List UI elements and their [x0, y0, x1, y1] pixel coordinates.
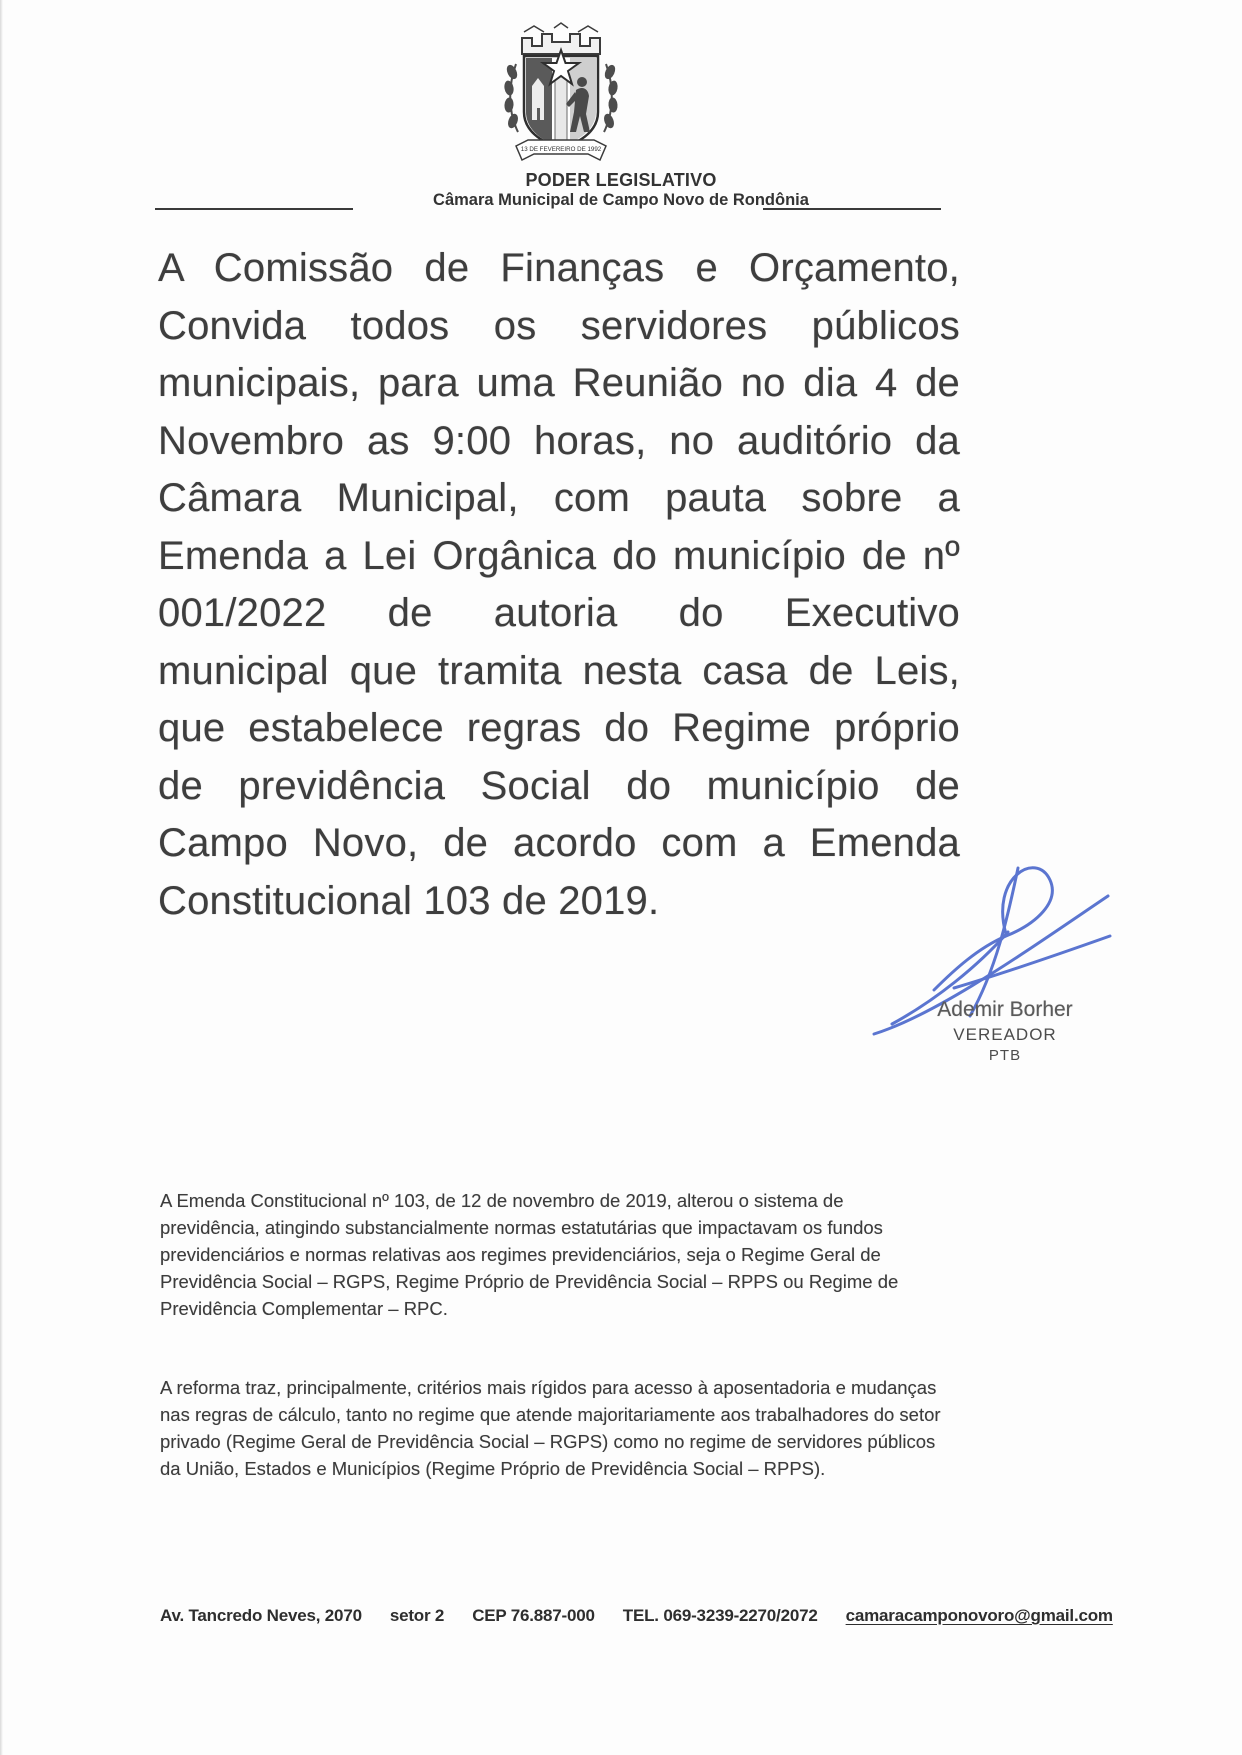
body-line: Campo Novo, de acordo com a Emenda — [158, 821, 960, 865]
body-line: 001/2022 de autoria do Executivo — [158, 591, 960, 635]
body-line: municipal que tramita nesta casa de Leis, — [158, 648, 960, 693]
note-line: Previdência Complementar – RPC. — [160, 1298, 448, 1319]
note-line: nas regras de cálculo, tanto no regime que atende majoritariamente aos trabalhadores do setor — [160, 1404, 941, 1425]
scan-edge-artifact — [0, 0, 3, 1755]
signer-title: VEREADOR — [953, 1025, 1057, 1044]
crest-ribbon-text: 13 DE FEVEREIRO DE 1992 — [520, 146, 602, 153]
note-line: A Emenda Constitucional nº 103, de 12 de novembro de 2019, alterou o sistema de — [160, 1190, 844, 1211]
footer-sector: setor 2 — [389, 1606, 445, 1625]
note-paragraph-2 — [160, 1374, 995, 1482]
footer-address: Av. Tancredo Neves, 2070 — [160, 1606, 362, 1625]
note-line: privado (Regime Geral de Previdência Social – RGPS) como no regime de servidores públicos — [160, 1431, 936, 1452]
municipal-coat-of-arms — [498, 20, 624, 168]
body-line: Convida todos os servidores públicos — [158, 303, 960, 348]
body-line: municipais, para uma Reunião no dia 4 de — [158, 361, 960, 405]
note-line: A reforma traz, principalmente, critérios mais rígidos para acesso à aposentadoria e mudanças — [160, 1377, 937, 1398]
note-line: previdência, atingindo substancialmente normas estatutárias que impactavam os fundos — [160, 1217, 883, 1238]
body-line: que estabelece regras do Regime próprio — [158, 706, 960, 750]
announcement-body — [158, 240, 960, 930]
body-line: Constitucional 103 de 2019. — [158, 878, 660, 923]
header-rule-right — [763, 208, 941, 210]
footer-email-link[interactable]: camaracamponovoro@gmail.com — [845, 1606, 1113, 1625]
shield-column — [555, 72, 567, 146]
crest-ribbon — [516, 140, 606, 160]
footer-tel: TEL. 069-3239-2270/2072 — [622, 1606, 818, 1625]
header-rule-left — [155, 208, 353, 210]
note-paragraph-1 — [160, 1187, 995, 1322]
note-line: Previdência Social – RGPS, Regime Próprio de Previdência Social – RPPS ou Regime de — [160, 1271, 899, 1292]
body-line: Emenda a Lei Orgânica do município de nº — [158, 533, 960, 578]
body-line: de previdência Social do município de — [158, 763, 960, 808]
body-line: A Comissão de Finanças e Orçamento, — [158, 246, 960, 290]
note-line: previdenciários e normas relativas aos regimes previdenciários, seja o Regime Geral de — [160, 1244, 881, 1265]
signer-name: Ademir Borher — [937, 998, 1073, 1021]
org-name-line1: PODER LEGISLATIVO — [525, 170, 717, 190]
signer-party: PTB — [988, 1047, 1022, 1064]
footer-contact-line — [160, 1606, 1160, 1626]
body-line: Câmara Municipal, com pauta sobre a — [158, 476, 960, 520]
footer-cep: CEP 76.887-000 — [472, 1606, 595, 1625]
church-silhouette — [532, 78, 544, 120]
note-line: da União, Estados e Municípios (Regime Próprio de Previdência Social – RPPS). — [160, 1458, 826, 1479]
body-line: Novembro as 9:00 horas, no auditório da — [158, 418, 960, 463]
org-name-line2: Câmara Municipal de Campo Novo de Rondônia — [433, 191, 809, 209]
